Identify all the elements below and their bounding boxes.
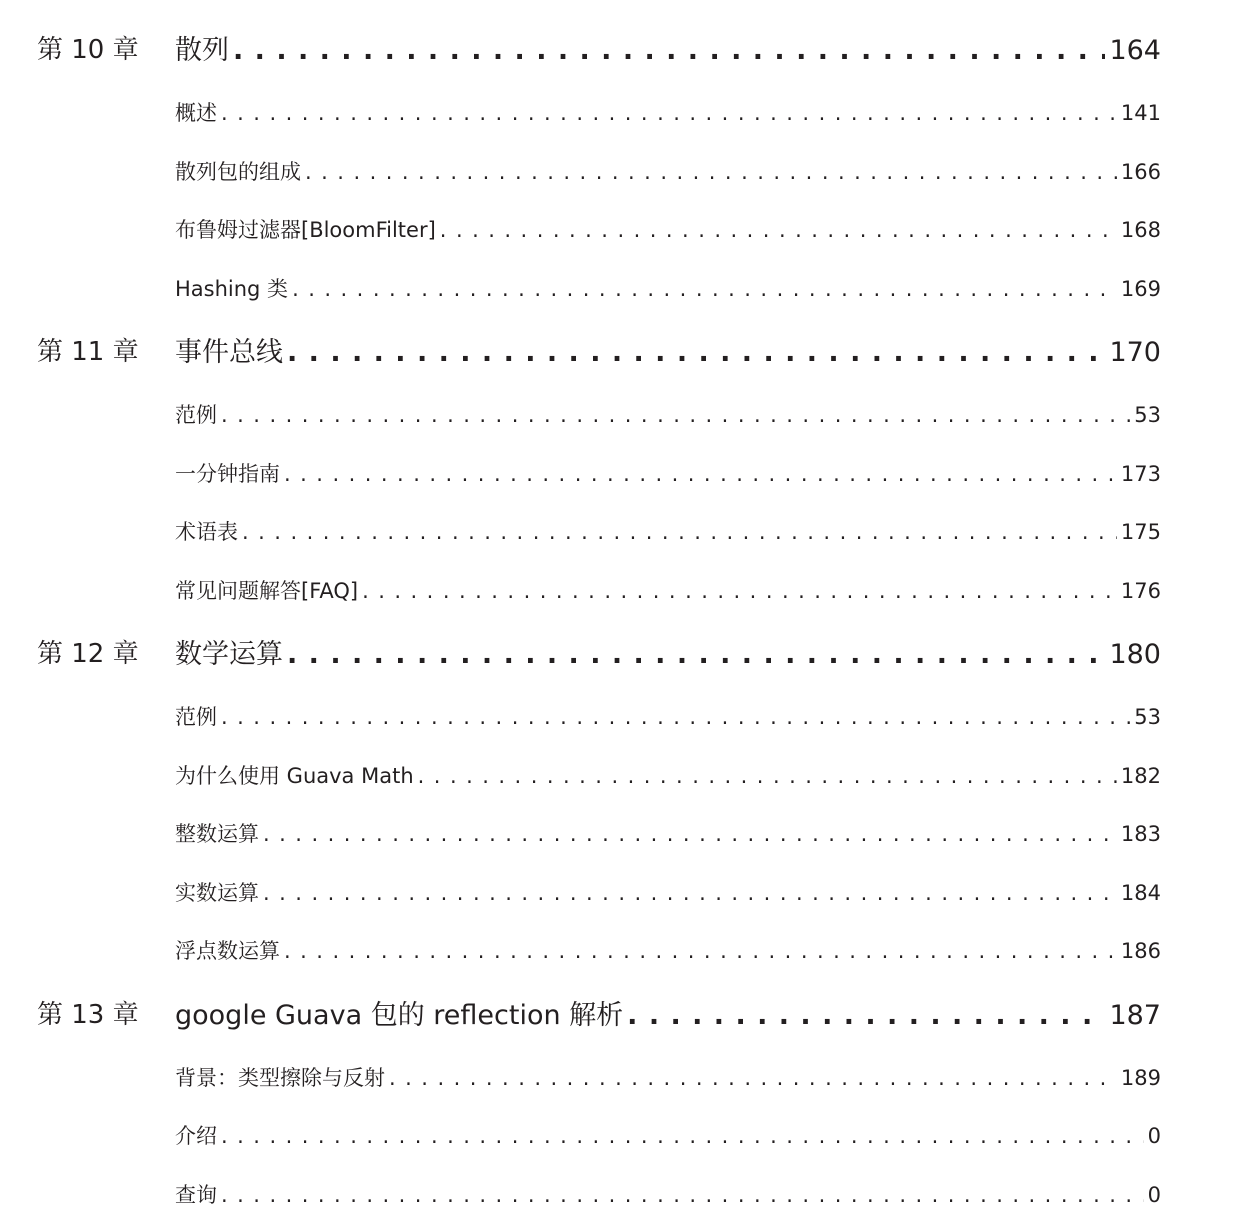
toc-entry: [175, 575, 1161, 605]
page-number: 180: [1109, 638, 1161, 670]
section-row[interactable]: [0, 511, 1240, 551]
page-number: 186: [1120, 939, 1161, 963]
section-title: 背景：类型擦除与反射: [175, 1066, 385, 1090]
toc-entry: [175, 28, 1161, 67]
toc-entry: [175, 935, 1161, 965]
section-title: 查询: [175, 1183, 217, 1207]
toc-entry: [175, 1179, 1161, 1209]
toc-entry: [175, 877, 1161, 907]
section-title: 概述: [175, 101, 217, 125]
dot-leader: [389, 1066, 1117, 1090]
dot-leader: [242, 520, 1117, 544]
page-number: 183: [1120, 822, 1161, 846]
chapter-row[interactable]: [0, 325, 1240, 373]
section-title: 为什么使用 Guava Math: [175, 764, 414, 788]
section-row[interactable]: [0, 151, 1240, 191]
dot-leader: [418, 764, 1117, 788]
chapter-row[interactable]: [0, 988, 1240, 1036]
chapter-title: google Guava 包的 reflection 解析: [175, 999, 624, 1031]
section-title: 散列包的组成: [175, 160, 301, 184]
dot-leader: [287, 639, 1105, 670]
page-number: 53: [1134, 705, 1161, 729]
section-title: Hashing 类: [175, 277, 289, 301]
section-row[interactable]: [0, 696, 1240, 736]
page-number: 175: [1120, 520, 1161, 544]
section-row[interactable]: [0, 1057, 1240, 1097]
dot-leader: [305, 160, 1117, 184]
section-title: 范例: [175, 403, 217, 427]
chapter-title: 事件总线: [175, 336, 283, 368]
page-number: 164: [1109, 34, 1161, 66]
dot-leader: [233, 35, 1105, 66]
page-number: 53: [1134, 403, 1161, 427]
dot-leader: [221, 101, 1117, 125]
toc-entry: [175, 818, 1161, 848]
section-row[interactable]: [0, 209, 1240, 249]
section-row[interactable]: [0, 570, 1240, 610]
section-row[interactable]: [0, 453, 1240, 493]
page-number: 176: [1120, 579, 1161, 603]
toc-entry: [175, 701, 1161, 731]
dot-leader: [221, 403, 1130, 427]
section-title: 一分钟指南: [175, 462, 280, 486]
dot-leader: [221, 1183, 1144, 1207]
chapter-number: 第 11 章: [37, 336, 139, 367]
dot-leader: [362, 579, 1117, 603]
dot-leader: [627, 1000, 1105, 1031]
chapter-row[interactable]: [0, 627, 1240, 675]
section-row[interactable]: [0, 1115, 1240, 1155]
chapter-row[interactable]: [0, 23, 1240, 71]
page-number: 0: [1147, 1124, 1161, 1148]
section-row[interactable]: [0, 813, 1240, 853]
section-row[interactable]: [0, 394, 1240, 434]
page-number: 173: [1120, 462, 1161, 486]
toc-entry: [175, 1062, 1161, 1092]
section-title: 介绍: [175, 1124, 217, 1148]
section-row[interactable]: [0, 755, 1240, 795]
section-row[interactable]: [0, 930, 1240, 970]
section-title: 术语表: [175, 520, 238, 544]
dot-leader: [440, 218, 1117, 242]
page-number: 184: [1120, 881, 1161, 905]
section-title: 常见问题解答[FAQ]: [175, 579, 359, 603]
toc-entry: [175, 760, 1161, 790]
dot-leader: [263, 822, 1117, 846]
dot-leader: [287, 337, 1105, 368]
toc-entry: [175, 632, 1161, 671]
section-title: 布鲁姆过滤器[BloomFilter]: [175, 218, 436, 242]
toc-entry: [175, 97, 1161, 127]
toc-entry: [175, 330, 1161, 369]
section-title: 浮点数运算: [175, 939, 280, 963]
chapter-title: 散列: [175, 34, 229, 66]
toc-entry: [175, 214, 1161, 244]
page-number: 187: [1109, 999, 1161, 1031]
toc-entry: [175, 273, 1161, 303]
page-number: 182: [1120, 764, 1161, 788]
toc-entry: [175, 516, 1161, 546]
page-number: 169: [1120, 277, 1161, 301]
chapter-number: 第 12 章: [37, 638, 139, 669]
dot-leader: [292, 277, 1117, 301]
page-number: 189: [1120, 1066, 1161, 1090]
section-row[interactable]: [0, 92, 1240, 132]
section-row[interactable]: [0, 872, 1240, 912]
toc-entry: [175, 993, 1161, 1032]
page-number: 168: [1120, 218, 1161, 242]
dot-leader: [284, 939, 1117, 963]
dot-leader: [284, 462, 1117, 486]
dot-leader: [221, 1124, 1144, 1148]
toc-entry: [175, 399, 1161, 429]
chapter-title: 数学运算: [175, 638, 283, 670]
page-number: 141: [1120, 101, 1161, 125]
dot-leader: [263, 881, 1117, 905]
section-title: 实数运算: [175, 881, 259, 905]
page-number: 170: [1109, 336, 1161, 368]
page-number: 0: [1147, 1183, 1161, 1207]
chapter-number: 第 13 章: [37, 999, 139, 1030]
toc-entry: [175, 458, 1161, 488]
chapter-number: 第 10 章: [37, 34, 139, 65]
toc-entry: [175, 1120, 1161, 1150]
section-row[interactable]: [0, 1174, 1240, 1214]
section-row[interactable]: [0, 268, 1240, 308]
toc-entry: [175, 156, 1161, 186]
page-number: 166: [1120, 160, 1161, 184]
section-title: 整数运算: [175, 822, 259, 846]
section-title: 范例: [175, 705, 217, 729]
dot-leader: [221, 705, 1130, 729]
